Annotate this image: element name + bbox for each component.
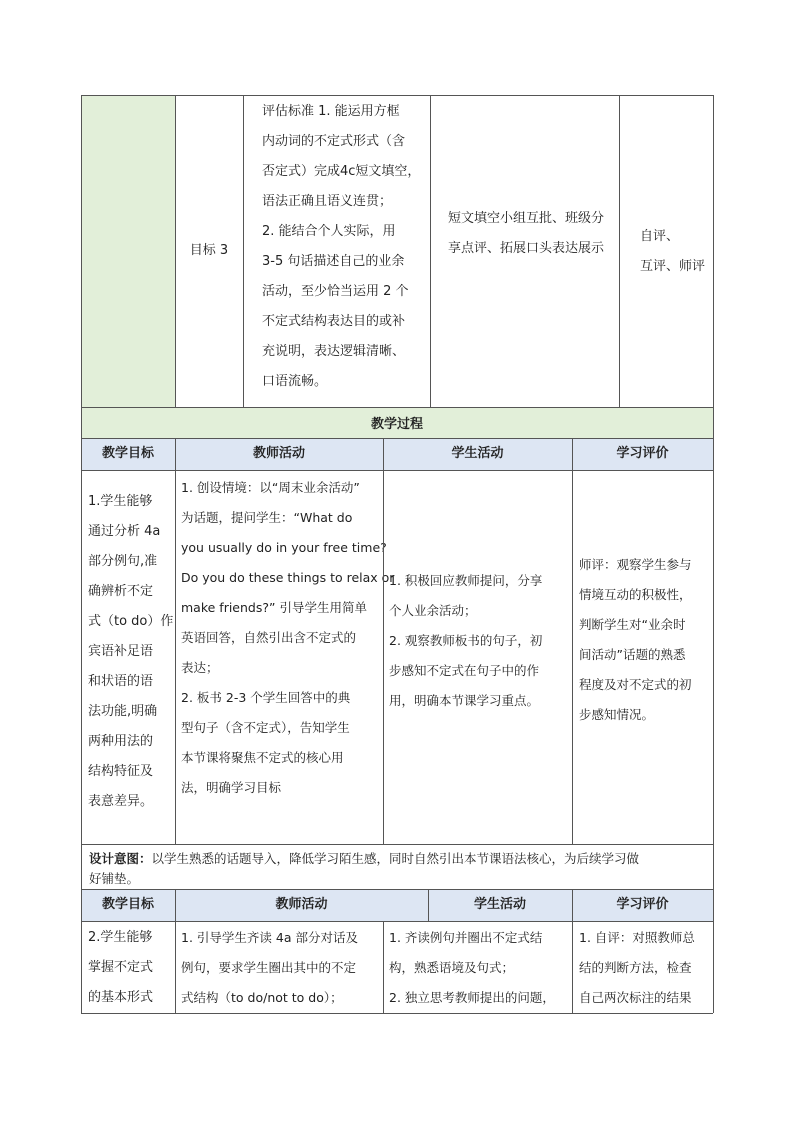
eval-line: 自评、 xyxy=(640,229,680,244)
grid-line xyxy=(572,438,573,844)
row2-student xyxy=(389,923,571,1013)
row1-teacher xyxy=(181,473,395,803)
teacher-line: make friends?” 引导学生用简单 xyxy=(181,600,367,615)
grid-line xyxy=(619,95,620,407)
header2-goal: 教学目标 xyxy=(101,897,154,912)
method-line: 享点评、拓展口头表达展示 xyxy=(448,241,605,256)
design-intent xyxy=(89,849,711,889)
grid-line xyxy=(428,889,429,921)
row1-student xyxy=(389,566,571,716)
goal-line: 通过分析 4a xyxy=(88,524,161,539)
grid-line xyxy=(81,1013,713,1014)
eval-line: 互评、师评 xyxy=(640,259,706,274)
criteria-line: 语法正确且语义连贯； xyxy=(262,194,393,209)
student-line: 构，熟悉语境及句式； xyxy=(389,960,515,975)
grid-line xyxy=(81,95,82,1013)
student-line: 个人业余活动； xyxy=(389,603,477,618)
header-goal: 教学目标 xyxy=(101,446,154,461)
goal-line: 1.学生能够 xyxy=(88,494,153,509)
header2-teacher: 教师活动 xyxy=(275,897,328,912)
criteria-line: 口语流畅。 xyxy=(262,374,328,389)
eval-line: 结的判断方法，检查 xyxy=(579,960,692,975)
top-eval xyxy=(640,222,710,282)
design-intent-text-1: 以学生熟悉的话题导入，降低学习陌生感，同时自然引出本节课语法核心，为后续学习做 xyxy=(151,851,640,866)
row2-teacher xyxy=(181,923,381,1013)
row2-eval xyxy=(579,923,713,1013)
teacher-line: 表达； xyxy=(181,660,219,675)
eval-line: 自己两次标注的结果 xyxy=(579,990,692,1005)
criteria-line: 评估标准 1. 能运用方框 xyxy=(262,104,400,119)
teacher-line: Do you do these things to relax or xyxy=(181,570,395,585)
criteria-line: 活动，至少恰当运用 2 个 xyxy=(262,284,409,299)
top-target-label: 目标 3 xyxy=(189,243,229,258)
grid-line xyxy=(572,889,573,1013)
criteria-line: 内动词的不定式形式（含 xyxy=(262,134,406,149)
teacher-line: 型句子（含不定式），告知学生 xyxy=(181,720,350,735)
goal-line: 确辨析不定 xyxy=(88,584,154,599)
teacher-line: 英语回答，自然引出含不定式的 xyxy=(181,630,357,645)
grid-line xyxy=(175,95,176,407)
grid-line xyxy=(175,889,176,1013)
top-green-cell xyxy=(81,95,175,407)
eval-line: 间活动”话题的熟悉 xyxy=(579,647,686,662)
design-intent-line-1 xyxy=(89,849,711,869)
section-title: 教学过程 xyxy=(81,407,713,438)
teacher-line: 2. 板书 2-3 个学生回答中的典 xyxy=(181,690,351,705)
student-line: 步感知不定式在句子中的作 xyxy=(389,663,540,678)
student-line: 2. 观察教师板书的句子，初 xyxy=(389,633,543,648)
eval-line: 情境互动的积极性， xyxy=(579,587,692,602)
goal-line: 结构特征及 xyxy=(88,764,154,779)
teacher-line: you usually do in your free time? xyxy=(181,540,387,555)
student-line: 1. 齐读例句并圈出不定式结 xyxy=(389,930,543,945)
goal-line: 和状语的语 xyxy=(88,674,154,689)
design-intent-text-2: 好铺垫。 xyxy=(89,871,140,886)
header-assessment: 学习评价 xyxy=(616,446,669,461)
goal-line: 的基本形式 xyxy=(88,990,154,1005)
teacher-line: 式结构（to do/not to do）； xyxy=(181,990,343,1005)
row1-goal xyxy=(88,487,172,817)
top-criteria xyxy=(262,97,430,397)
row1-eval xyxy=(579,550,713,730)
goal-line: 式（to do）作 xyxy=(88,614,174,629)
grid-line xyxy=(81,407,713,408)
teacher-line: 本节课将聚焦不定式的核心用 xyxy=(181,750,344,765)
teacher-line: 1. 创设情境：以“周末业余活动” xyxy=(181,480,360,495)
teacher-line: 1. 引导学生齐读 4a 部分对话及 xyxy=(181,930,358,945)
design-intent-label: 设计意图： xyxy=(89,851,152,866)
goal-line: 法功能,明确 xyxy=(88,704,158,719)
grid-line xyxy=(175,438,176,844)
criteria-line: 2. 能结合个人实际，用 xyxy=(262,224,396,239)
teacher-line: 例句，要求学生圈出其中的不定 xyxy=(181,960,357,975)
grid-line xyxy=(383,921,384,1013)
student-line: 2. 独立思考教师提出的问题， xyxy=(389,990,555,1005)
student-line: 用，明确本节课学习重点。 xyxy=(389,693,540,708)
method-line: 短文填空小组互批、班级分 xyxy=(448,211,605,226)
criteria-line: 不定式结构表达目的或补 xyxy=(262,314,406,329)
criteria-line: 充说明，表达逻辑清晰、 xyxy=(262,344,406,359)
teacher-line: 法，明确学习目标 xyxy=(181,780,282,795)
header-student: 学生活动 xyxy=(451,446,504,461)
eval-line: 程度及对不定式的初 xyxy=(579,677,692,692)
eval-line: 1. 自评：对照教师总 xyxy=(579,930,695,945)
goal-line: 宾语补足语 xyxy=(88,644,154,659)
goal-line: 部分例句,准 xyxy=(88,554,158,569)
eval-line: 师评：观察学生参与 xyxy=(579,557,692,572)
goal-line: 两种用法的 xyxy=(88,734,154,749)
criteria-line: 否定式）完成4c短文填空， xyxy=(262,164,421,179)
student-line: 1. 积极回应教师提问，分享 xyxy=(389,573,543,588)
goal-line: 掌握不定式 xyxy=(88,960,154,975)
header2-assessment: 学习评价 xyxy=(616,897,669,912)
goal-line: 2.学生能够 xyxy=(88,930,153,945)
criteria-line: 3-5 句话描述自己的业余 xyxy=(262,254,405,269)
grid-line xyxy=(383,438,384,844)
grid-line xyxy=(243,95,244,407)
header-teacher: 教师活动 xyxy=(252,446,305,461)
teacher-line: 为话题，提问学生：“What do xyxy=(181,510,353,525)
grid-line xyxy=(713,95,714,1013)
goal-line: 表意差异。 xyxy=(88,794,154,809)
eval-line: 判断学生对“业余时 xyxy=(579,617,686,632)
grid-line xyxy=(81,844,713,845)
header2-student: 学生活动 xyxy=(473,897,526,912)
grid-line xyxy=(430,95,431,407)
top-method xyxy=(448,204,618,264)
row2-goal xyxy=(88,923,172,1013)
eval-line: 步感知情况。 xyxy=(579,707,655,722)
